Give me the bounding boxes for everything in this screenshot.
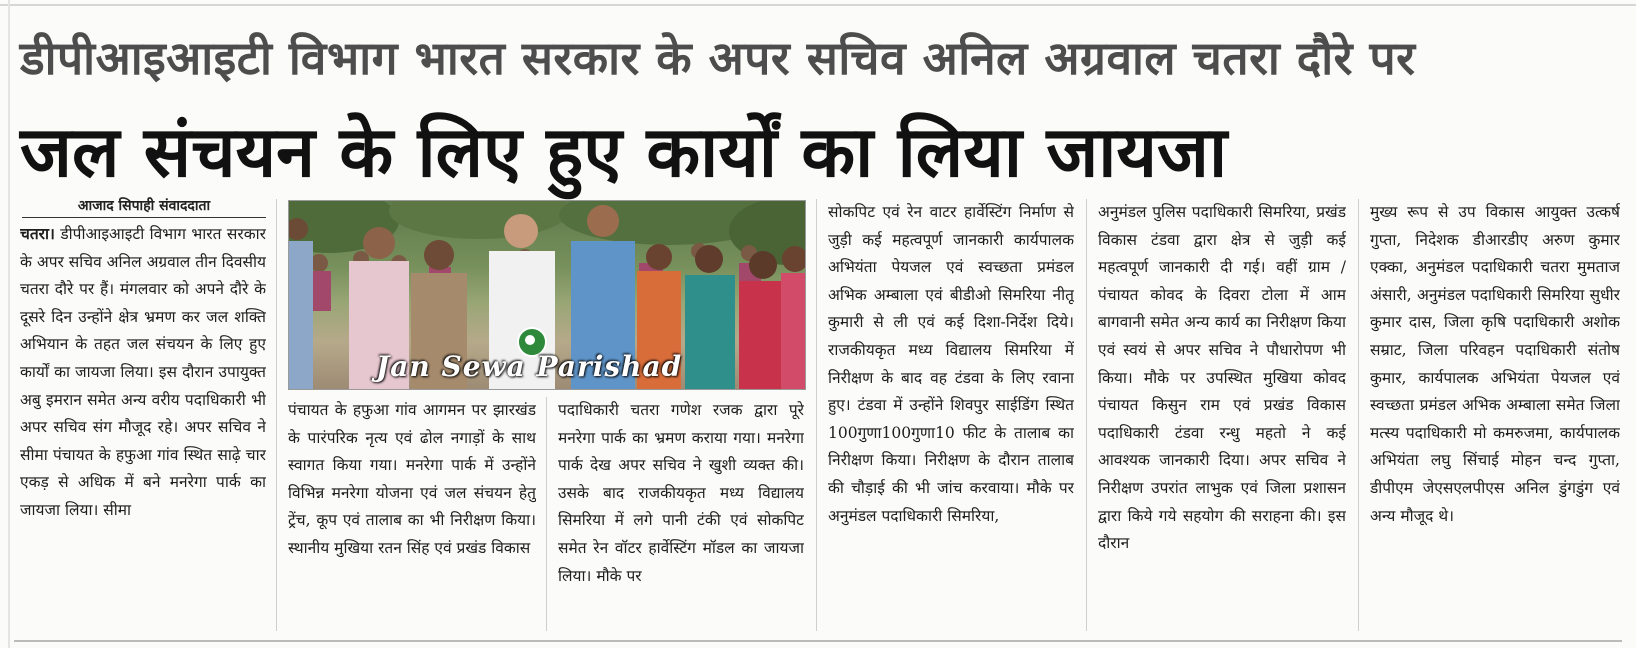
- top-rule: [0, 4, 1636, 6]
- byline: आजाद सिपाही संवाददाता: [22, 197, 266, 218]
- watermark-text: Jan Sewa Parishad: [376, 350, 683, 383]
- kicker-headline: डीपीआइआइटी विभाग भारत सरकार के अपर सचिव अनिल अग्रवाल चतरा दौरे पर: [20, 31, 1416, 85]
- article-column-2: पंचायत के हफुआ गांव आगमन पर झारखंड के पारंपरिक नृत्य एवं ढोल नगाड़ों के साथ स्वागत किया गया। मनरेगा पार्क में उन्होंने विभिन्न मनरेगा योजना एवं जल संचयन हेतु ट्रेंच, कूप एवं तालाब का भी निरीक्षण किया। स्थानीय मुखिया रतन सिंह एवं प्रखंड विकास: [288, 401, 536, 557]
- column-divider: [546, 397, 547, 631]
- article-column-4: सोकपिट एवं रेन वाटर हार्वेस्टिंग निर्माण से जुड़ी कई महत्वपूर्ण जानकारी कार्यपालक अभियंता पेयजल एवं स्वच्छता प्रमंडल अभिक अम्बाला एवं बीडीओ सिमरिया नीतू कुमारी से ली एवं कई दिशा-निर्देश दिये। राजकीयकृत मध्य विद्यालय सिमरिया में निरीक्षण के बाद वह टंडवा के लिए रवाना हुए। टंडवा में उन्होंने शिवपुर साईडिंग स्थित 100गुणा100गुणा10 फीट के तालाब का निरीक्षण किया। निरीक्षण के दौरान तालाब की चौड़ाई की भी जांच करवाया। मौके पर अनुमंडल पदाधिकारी सिमरिया,: [828, 203, 1074, 525]
- column-1-text: डीपीआइआइटी विभाग भारत सरकार के अपर सचिव अनिल अग्रवाल तीन दिवसीय चतरा दौरे पर हैं। मंगलवार को अपने दौरे के दूसरे दिन उन्होंने क्षेत्र भ्रमण कर जल शक्ति अभियान के तहत जल संचयन के लिए हुए कार्यों का जायजा लिया। इस दौरान उपायुक्त अबु इमरान समेत अन्य वरीय पदाधिकारी भी अपर सचिव संग मौजूद रहे। अपर सचिव ने सीमा पंचायत के हफुआ गांव स्थित साढ़े चार एकड़ से अधिक में बने मनरेगा पार्क का जायजा लिया। सीमा: [20, 225, 266, 519]
- article-column-5: अनुमंडल पुलिस पदाधिकारी सिमरिया, प्रखंड विकास टंडवा द्वारा क्षेत्र से जुड़ी कई महत्वपूर्ण जानकारी दी गई। वहीं ग्राम /पंचायत कोवद के दिवरा टोला में आम बागवानी समेत अन्य कार्य का निरीक्षण किया एवं स्वयं से अपर सचिव ने पौधारोपण भी किया। मौके पर उपस्थित मुखिया कोवद पंचायत किसुन राम एवं प्रखंड विकास पदाधिकारी टंडवा रन्धु महतो ने कई आवश्यक जानकारी दिया। अपर सचिव ने निरीक्षण उपरांत लाभुक एवं जिला प्रशासन द्वारा किये गये सहयोग की सराहना की। इस दौरान: [1098, 203, 1346, 553]
- left-margin-rule: [8, 0, 10, 648]
- article-column-1: [20, 221, 266, 631]
- column-divider: [1086, 199, 1087, 631]
- dateline: चतरा।: [20, 225, 55, 243]
- column-divider: [1358, 199, 1359, 631]
- main-headline: जल संचयन के लिए हुए कार्यों का लिया जायजा: [20, 111, 1228, 193]
- article-column-3: पदाधिकारी चतरा गणेश रजक द्वारा पूरे मनरेगा पार्क का भ्रमण कराया गया। मनरेगा पार्क देख अपर सचिव ने खुशी व्यक्त की। उसके बाद राजकीयकृत मध्य विद्यालय सिमरिया में लगे पानी टंकी एवं सोकपिट समेत रेन वॉटर हार्वेस्टिंग मॉडल का जायजा लिया। मौके पर: [558, 401, 804, 585]
- article-column-6: मुख्य रूप से उप विकास आयुक्त उत्कर्ष गुप्ता, निदेशक डीआरडीए अरुण कुमार एक्का, अनुमंडल पदाधिकारी चतरा मुमताज अंसारी, अनुमंडल पदाधिकारी सिमरिया सुधीर कुमार दास, जिला कृषि पदाधिकारी अशोक सम्राट, जिला परिवहन पदाधिकारी संतोष कुमार, कार्यपालक अभियंता पेयजल एवं स्वच्छता प्रमंडल अभिक अम्बाला समेत जिला मत्स्य पदाधिकारी मो कमरुजमा, कार्यपालक अभियंता लघु सिंचाई मोहन चन्द गुप्ता, डीपीएम जेएसएलपीएस अनिल डुंगडुंग एवं अन्य मौजूद थे।: [1370, 203, 1620, 525]
- column-divider: [816, 199, 817, 631]
- column-divider: [276, 199, 277, 631]
- bottom-rule: [14, 640, 1622, 642]
